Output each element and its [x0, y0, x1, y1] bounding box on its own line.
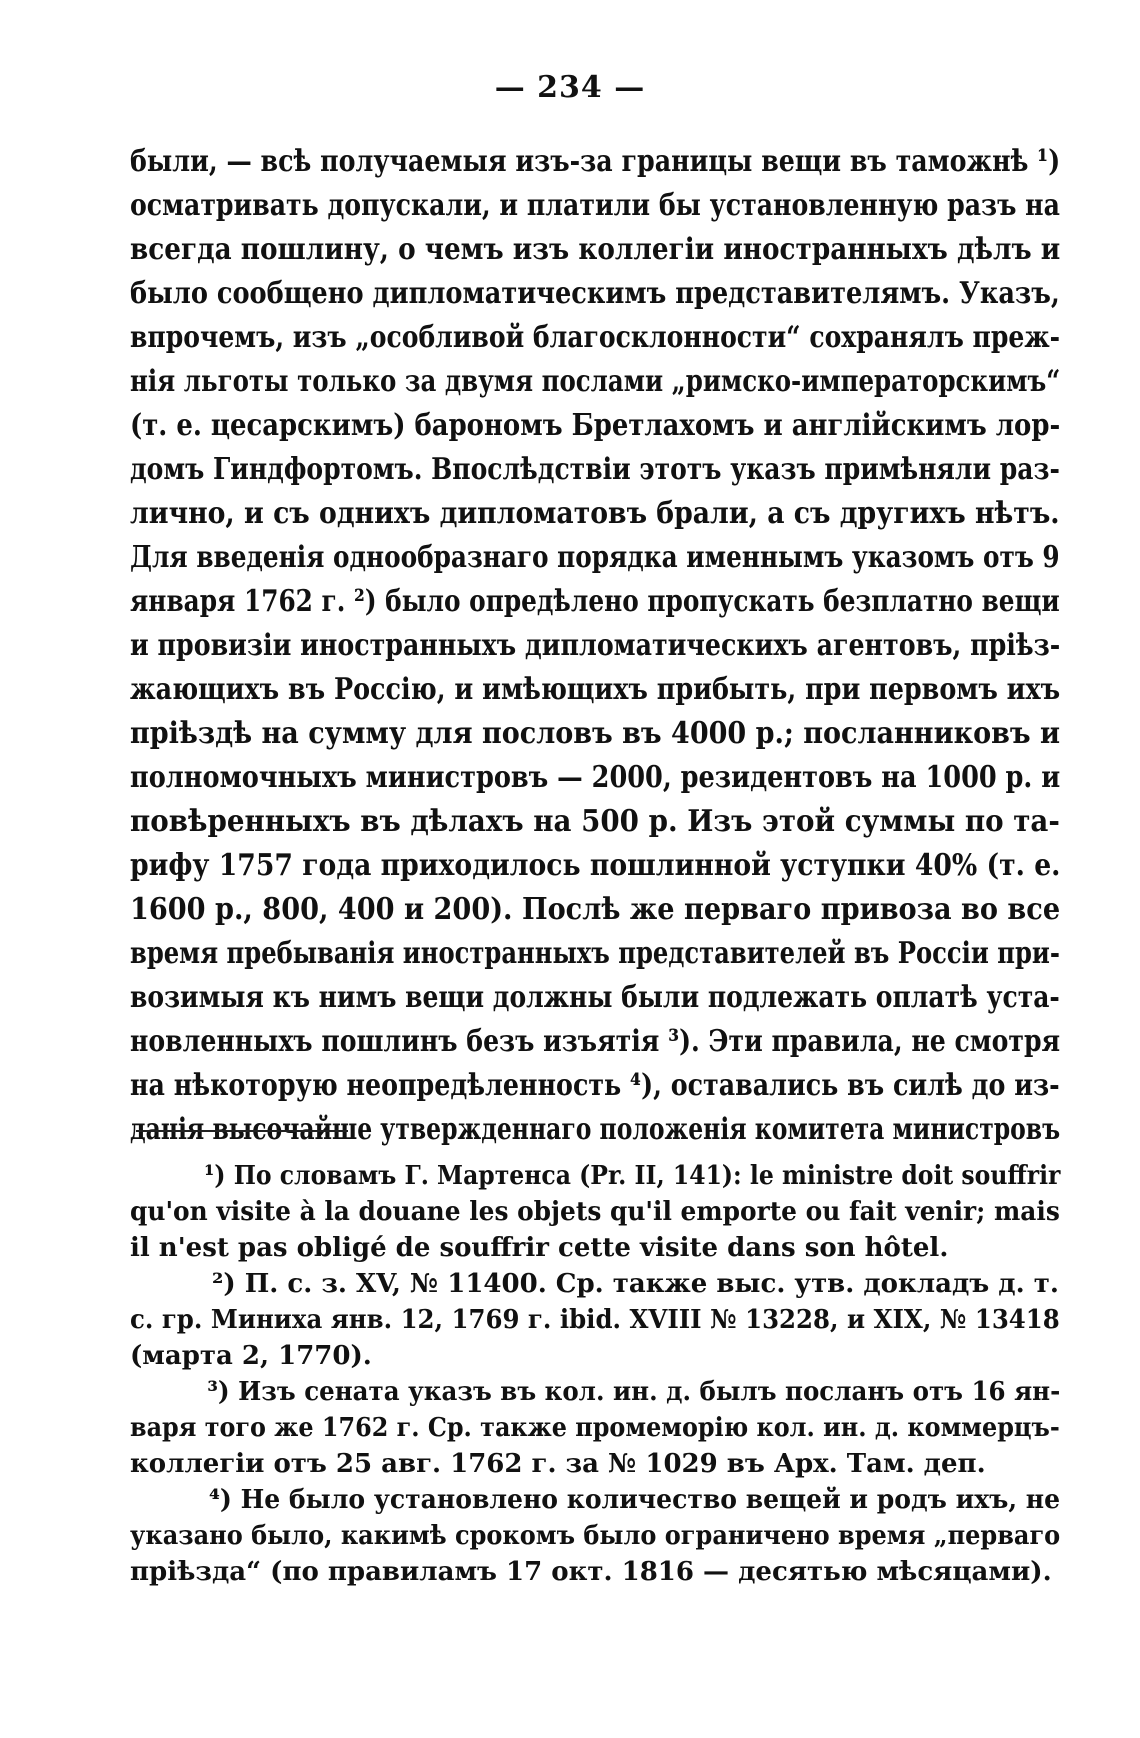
footnote-line: ¹) По словамъ Г. Мартенса (Pr. II, 141): le ministre doit souffrir [204, 1161, 1061, 1191]
footnote-line: пріѣзда“ (по правиламъ 17 окт. 1816 — десятью мѣсяцами). [130, 1557, 1052, 1587]
text-line: полномочныхъ министровъ — 2000, резидентовъ на 1000 р. и [130, 760, 1061, 795]
text-line: осматривать допускали, и платили бы установленную разъ на [130, 188, 1060, 223]
text-line: 1600 р., 800, 400 и 200). Послѣ же перваго привоза во все [130, 892, 1061, 927]
footnotes [130, 1158, 1060, 1590]
text-line: рифу 1757 года приходилось пошлинной уступки 40% (т. е. [130, 848, 1061, 883]
footnote-line: ²) П. с. з. XV, № 11400. Ср. также выс. утв. докладъ д. т. [212, 1269, 1059, 1299]
text-line: и провизіи иностранныхъ дипломатическихъ агентовъ, пріѣз- [130, 628, 1061, 663]
text-line: были, — всѣ получаемыя изъ-за границы вещи въ таможнѣ ¹) [130, 144, 1061, 179]
footnote-line: варя того же 1762 г. Ср. также промеморію кол. ин. д. коммерцъ- [130, 1413, 1060, 1443]
page-number: — 234 — [494, 70, 646, 105]
text-line: новленныхъ пошлинъ безъ изъятія ³). Эти правила, не смотря [130, 1024, 1061, 1059]
text-line: впрочемъ, изъ „особливой благосклонности“ сохранялъ преж- [130, 320, 1061, 355]
footnote-line: (марта 2, 1770). [130, 1341, 372, 1371]
footnote-line: коллегіи отъ 25 авг. 1762 г. за № 1029 въ Арх. Там. деп. [130, 1449, 986, 1479]
footnote-line: ⁴) Не было установлено количество вещей и родъ ихъ, не [209, 1485, 1061, 1515]
text-line: лично, и съ однихъ дипломатовъ брали, а съ другихъ нѣтъ. [130, 496, 1060, 531]
footnote-line: qu'on visite à la douane les objets qu'il emporte ou fait venir; mais [130, 1197, 1060, 1227]
text-line: на нѣкоторую неопредѣленность ⁴), оставались въ силѣ до из- [130, 1068, 1060, 1103]
text-line: возимыя къ нимъ вещи должны были подлежать оплатѣ уста- [130, 980, 1060, 1015]
text-line: жающихъ въ Россію, и имѣющихъ прибыть, при первомъ ихъ [130, 672, 1061, 707]
footnote-line: указано было, какимѣ срокомъ было ограничено время „перваго [130, 1521, 1061, 1551]
text-line: Для введенія однообразнаго порядка именнымъ указомъ отъ 9 [130, 540, 1060, 575]
text-line: время пребыванія иностранныхъ представителей въ Россіи при- [130, 936, 1060, 971]
text-line: было сообщено дипломатическимъ представителямъ. Указъ, [130, 276, 1060, 311]
text-line: нія льготы только за двумя послами „римско-императорскимъ“ [130, 364, 1061, 399]
text-line: повѣренныхъ въ дѣлахъ на 500 р. Изъ этой суммы по та- [130, 804, 1060, 839]
footnote-line: с. гр. Миниха янв. 12, 1769 г. ibid. XVIII № 13228, и XIX, № 13418 [130, 1305, 1060, 1335]
footnote-divider [136, 1130, 348, 1132]
text-line: домъ Гиндфортомъ. Впослѣдствіи этотъ указъ примѣняли раз- [130, 452, 1060, 487]
text-line: января 1762 г. ²) было опредѣлено пропускать безплатно вещи [130, 584, 1060, 619]
text-line: пріѣздѣ на сумму для пословъ въ 4000 р.; посланниковъ и [130, 716, 1061, 751]
text-line: данія высочайше утвержденнаго положенія комитета министровъ [130, 1112, 1061, 1147]
main-text [130, 140, 1060, 1152]
footnote-line: ³) Изъ сената указъ въ кол. ин. д. былъ посланъ отъ 16 ян- [207, 1377, 1061, 1407]
footnote-line: il n'est pas obligé de souffrir cette visite dans son hôtel. [130, 1233, 949, 1263]
text-line: всегда пошлину, о чемъ изъ коллегіи иностранныхъ дѣлъ и [130, 232, 1061, 267]
text-line: (т. е. цесарскимъ) барономъ Бретлахомъ и англійскимъ лор- [130, 408, 1061, 443]
